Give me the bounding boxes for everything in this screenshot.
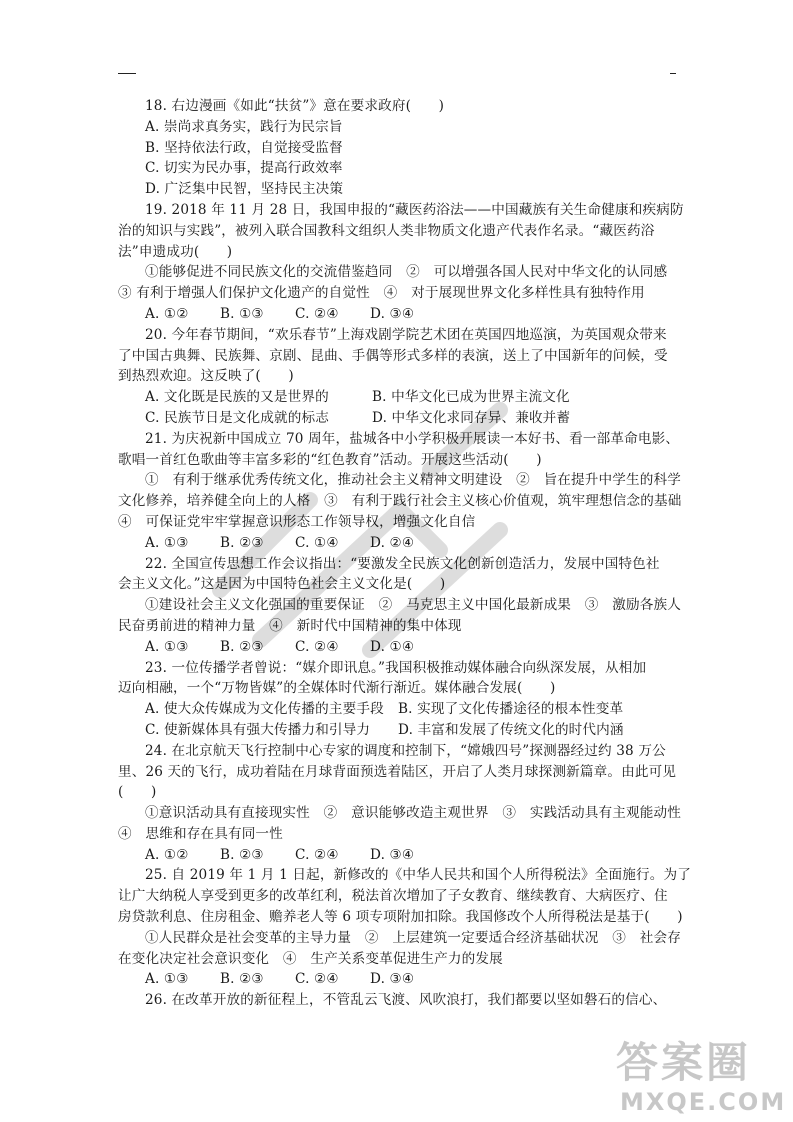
answer-option: A. 使大众传媒成为文化传播的主要手段 [145,701,384,718]
question-stem-line: 歌唱一首红色歌曲等丰富多彩的“红色教育”活动。开展这些活动( ) [118,451,542,468]
answer-option: B. 中华文化已成为世界主流文化 [372,389,570,406]
answer-options-row [118,845,678,866]
answer-option: B. ②③ [220,846,264,863]
answer-option: A. ①③ [145,638,189,655]
answer-option: B. ①③ [220,305,264,322]
question-stem-line: 了中国古典舞、民族舞、京剧、昆曲、手偶等形式多样的表演，送上了中国新年的问候，受 [118,347,668,364]
question-stem-line: 让广大纳税人享受到更多的改革红利，税法首次增加了子女教育、继续教育、大病医疗、住 [118,888,668,905]
answer-option: C. ①④ [295,534,339,551]
question-item [118,96,678,200]
answer-options-row [118,637,678,658]
answer-option: B. 实现了文化传播途径的根本性变革 [398,701,624,718]
question-stem-line: 22. 全国宣传思想工作会议指出：“要激发全民族文化创新创造活力，发展中国特色社 [145,555,660,572]
question-stem-line: 房贷款利息、住房租金、赡养老人等 6 项专项附加扣除。我国修改个人所得税法是基于( ) [118,909,683,926]
statement-line: ①能够促进不同民族文化的交流借鉴趋同 ② 可以增强各国人民对中华文化的认同感 [145,264,668,281]
logo-title: 答案圈 [616,1038,752,1087]
statement-line: 在变化决定社会意识变化 ④ 生产关系变革促进生产力的发展 [118,950,503,967]
question-item [118,325,678,429]
answer-option: A. 文化既是民族的又是世界的 [145,389,329,406]
question-stem-line: 19. 2018 年 11 月 28 日，我国申报的“藏医药浴法——中国藏族有关生命健康和疾病防 [145,201,684,218]
answer-option: C. 切实为民办事，提高行政效率 [145,160,343,177]
answer-option: D. 广泛集中民智，坚持民主决策 [145,181,344,198]
question-item [118,658,678,741]
answer-option: A. ①② [145,305,189,322]
answer-option: B. ②③ [220,534,264,551]
answer-circle-logo [612,1030,787,1118]
question-item [118,741,682,866]
question-stem-line: 24. 在北京航天飞行控制中心专家的调度和控制下，“嫦娥四号”探测器经过约 38 万公 [145,742,666,759]
answer-options-row [118,969,678,990]
header-right-rule [670,73,676,74]
statement-line: ④ 可保证党牢牢掌握意识形态工作领导权，增强文化自信 [118,513,476,530]
question-stem-line: 25. 自 2019 年 1 月 1 日起，新修改的《中华人民共和国个人所得税法》全面施行。为了 [145,867,691,884]
answer-option: C. ②④ [295,305,339,322]
answer-option: D. 中华文化求同存异、兼收并蓄 [372,409,571,426]
question-item [118,429,682,554]
answer-option: B. ②③ [220,638,264,655]
answer-options-row [118,720,678,741]
answer-options-row [118,533,678,554]
answer-option: D. ③④ [370,971,415,988]
answer-option: A. ①③ [145,534,189,551]
statement-line: ① 有利于继承优秀传统文化，推动社会主义精神文明建设 ② 旨在提升中学生的科学 [145,472,682,489]
statement-line: ①建设社会主义文化强国的重要保证 ② 马克思主义中国化最新成果 ③ 激励各族人 [145,597,682,614]
statement-line: 文化修养，培养健全向上的人格 ③ 有利于践行社会主义核心价值观，筑牢理想信念的基础 [118,493,682,510]
answer-option: C. 使新媒体具有强大传播力和引导力 [145,721,371,738]
answer-option: D. ③④ [370,846,415,863]
answer-option: D. ①④ [370,638,415,655]
statement-line: 民奋勇前进的精神力量 ④ 新时代中国精神的集中体现 [118,617,462,634]
question-stem-line: 18. 右边漫画《如此“扶贫”》意在要求政府( ) [145,98,445,114]
answer-option: C. 民族节日是文化成就的标志 [145,409,329,426]
question-stem-line: ( ) [118,784,157,801]
answer-option: B. 坚持依法行政，自觉接受监督 [145,139,343,156]
answer-option: A. ①② [145,846,189,863]
question-stem-line: 治的知识与实践”，被列入联合国教科文组织人类非物质文化遗产代表作名录。“藏医药浴 [118,222,655,239]
question-stem-line: 20. 今年春节期间，“欢乐春节”上海戏剧学院艺术团在英国四地巡演，为英国观众带来 [145,326,667,343]
statement-line: ①人民群众是社会变革的主导力量 ② 上层建筑一定要适合经济基础状况 ③ 社会存 [145,929,682,946]
question-stem-line: 法”申遗成功( ) [118,243,233,260]
question-stem-line: 里、26 天的飞行，成功着陆在月球背面预选着陆区，开启了人类月球探测新篇章。由此可见 [118,763,677,780]
statement-line: ①意识活动具有直接现实性 ② 意识能够改造主观世界 ③ 实践活动具有主观能动性 [145,805,682,822]
answer-options-row [118,387,678,408]
question-stem-line: 21. 为庆祝新中国成立 70 周年，盐城各中小学积极开展读一本好书、看一部革命电影、 [145,430,680,447]
answer-option: D. 丰富和发展了传统文化的时代内涵 [398,721,624,738]
question-item [118,554,682,658]
question-stem-line: 26. 在改革开放的新征程上，不管乱云飞渡、风吹浪打，我们都要以坚如磐石的信心、 [145,992,667,1009]
statement-line: ③ 有利于增强人们保护文化遗产的自觉性 ④ 对于展现世界文化多样性具有独特作用 [118,285,645,302]
logo-url: MXQE.COM [620,1088,787,1116]
question-stem-line: 到热烈欢迎。这反映了( ) [118,368,294,385]
statement-line: ④ 思维和存在具有同一性 [118,825,283,842]
answer-option: C. ②④ [295,846,339,863]
question-item [118,865,691,990]
question-item [118,990,678,1011]
question-stem-line: 23. 一位传播学者曾说：“媒介即讯息。”我国积极推动媒体融合向纵深发展，从相加 [145,659,647,676]
answer-option: A. ①③ [145,971,189,988]
header-left-rule [118,73,136,74]
answer-option: D. ②④ [370,534,415,551]
question-item [118,200,684,325]
answer-option: B. ②③ [220,971,264,988]
answer-option: A. 崇尚求真务实，践行为民宗旨 [145,118,343,135]
answer-option: C. ②④ [295,971,339,988]
question-stem-line: 迈向相融，一个“万物皆媒”的全媒体时代渐行渐近。媒体融合发展( ) [118,680,556,697]
answer-options-row [118,304,678,325]
question-list [118,96,691,1011]
question-stem-line: 会主义文化。”这是因为中国特色社会主义文化是( ) [118,576,446,593]
answer-options-row [118,408,678,429]
answer-option: D. ③④ [370,305,415,322]
answer-option: C. ②④ [295,638,339,655]
answer-options-row [118,699,678,720]
